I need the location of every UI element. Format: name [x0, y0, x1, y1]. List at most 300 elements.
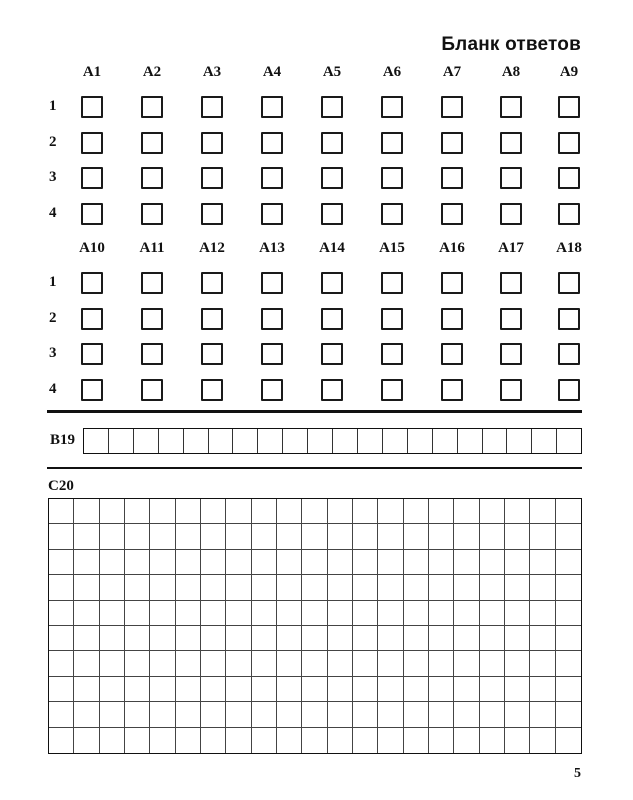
b19-cell[interactable] [258, 429, 283, 453]
b19-cell[interactable] [532, 429, 557, 453]
c20-grid-cell[interactable] [530, 728, 555, 753]
answer-checkbox[interactable] [381, 203, 403, 225]
b19-cell[interactable] [557, 429, 581, 453]
c20-grid-cell[interactable] [201, 550, 226, 575]
b19-cell[interactable] [408, 429, 433, 453]
c20-grid-cell[interactable] [404, 626, 429, 651]
c20-grid-cell[interactable] [556, 651, 581, 676]
answer-checkbox[interactable] [558, 96, 580, 118]
c20-grid-cell[interactable] [302, 626, 327, 651]
answer-checkbox[interactable] [381, 96, 403, 118]
c20-grid-cell[interactable] [252, 702, 277, 727]
c20-grid-cell[interactable] [49, 626, 74, 651]
answer-checkbox[interactable] [441, 203, 463, 225]
answer-checkbox[interactable] [441, 308, 463, 330]
c20-grid-cell[interactable] [353, 677, 378, 702]
c20-grid-cell[interactable] [429, 575, 454, 600]
c20-grid-cell[interactable] [378, 728, 403, 753]
answer-checkbox[interactable] [261, 167, 283, 189]
c20-grid-cell[interactable] [429, 499, 454, 524]
c20-grid-cell[interactable] [150, 575, 175, 600]
c20-grid-cell[interactable] [226, 524, 251, 549]
c20-grid-cell[interactable] [74, 575, 99, 600]
c20-grid-cell[interactable] [201, 601, 226, 626]
c20-grid-cell[interactable] [454, 728, 479, 753]
c20-grid-cell[interactable] [226, 728, 251, 753]
c20-answer-grid[interactable] [48, 498, 582, 754]
c20-grid-cell[interactable] [100, 575, 125, 600]
c20-grid-cell[interactable] [302, 651, 327, 676]
c20-grid-cell[interactable] [378, 601, 403, 626]
answer-checkbox[interactable] [558, 132, 580, 154]
c20-grid-cell[interactable] [226, 651, 251, 676]
c20-grid-cell[interactable] [226, 575, 251, 600]
c20-grid-cell[interactable] [480, 677, 505, 702]
answer-checkbox[interactable] [321, 308, 343, 330]
c20-grid-cell[interactable] [277, 702, 302, 727]
c20-grid-cell[interactable] [125, 677, 150, 702]
c20-grid-cell[interactable] [505, 499, 530, 524]
answer-checkbox[interactable] [500, 308, 522, 330]
c20-grid-cell[interactable] [556, 626, 581, 651]
answer-checkbox[interactable] [261, 308, 283, 330]
c20-grid-cell[interactable] [302, 550, 327, 575]
c20-grid-cell[interactable] [176, 651, 201, 676]
c20-grid-cell[interactable] [505, 728, 530, 753]
c20-grid-cell[interactable] [277, 651, 302, 676]
c20-grid-cell[interactable] [404, 499, 429, 524]
answer-checkbox[interactable] [381, 272, 403, 294]
answer-checkbox[interactable] [321, 96, 343, 118]
c20-grid-cell[interactable] [530, 601, 555, 626]
c20-grid-cell[interactable] [125, 575, 150, 600]
c20-grid-cell[interactable] [404, 702, 429, 727]
c20-grid-cell[interactable] [49, 575, 74, 600]
c20-grid-cell[interactable] [125, 601, 150, 626]
c20-grid-cell[interactable] [530, 702, 555, 727]
c20-grid-cell[interactable] [201, 499, 226, 524]
c20-grid-cell[interactable] [429, 651, 454, 676]
c20-grid-cell[interactable] [353, 575, 378, 600]
c20-grid-cell[interactable] [125, 728, 150, 753]
c20-grid-cell[interactable] [150, 601, 175, 626]
c20-grid-cell[interactable] [328, 575, 353, 600]
c20-grid-cell[interactable] [480, 575, 505, 600]
answer-checkbox[interactable] [141, 308, 163, 330]
c20-grid-cell[interactable] [328, 702, 353, 727]
c20-grid-cell[interactable] [74, 550, 99, 575]
c20-grid-cell[interactable] [176, 550, 201, 575]
answer-checkbox[interactable] [321, 379, 343, 401]
c20-grid-cell[interactable] [556, 728, 581, 753]
c20-grid-cell[interactable] [404, 651, 429, 676]
c20-grid-cell[interactable] [480, 524, 505, 549]
answer-checkbox[interactable] [321, 272, 343, 294]
c20-grid-cell[interactable] [404, 601, 429, 626]
c20-grid-cell[interactable] [454, 550, 479, 575]
c20-grid-cell[interactable] [201, 677, 226, 702]
answer-checkbox[interactable] [261, 272, 283, 294]
c20-grid-cell[interactable] [328, 677, 353, 702]
c20-grid-cell[interactable] [353, 626, 378, 651]
answer-checkbox[interactable] [201, 132, 223, 154]
c20-grid-cell[interactable] [100, 524, 125, 549]
c20-grid-cell[interactable] [353, 728, 378, 753]
c20-grid-cell[interactable] [454, 677, 479, 702]
c20-grid-cell[interactable] [353, 702, 378, 727]
c20-grid-cell[interactable] [252, 524, 277, 549]
answer-checkbox[interactable] [81, 203, 103, 225]
answer-checkbox[interactable] [141, 167, 163, 189]
c20-grid-cell[interactable] [404, 524, 429, 549]
c20-grid-cell[interactable] [150, 499, 175, 524]
answer-checkbox[interactable] [558, 272, 580, 294]
c20-grid-cell[interactable] [49, 728, 74, 753]
c20-grid-cell[interactable] [176, 601, 201, 626]
c20-grid-cell[interactable] [226, 677, 251, 702]
c20-grid-cell[interactable] [74, 651, 99, 676]
c20-grid-cell[interactable] [353, 499, 378, 524]
b19-cell[interactable] [134, 429, 159, 453]
answer-checkbox[interactable] [558, 308, 580, 330]
answer-checkbox[interactable] [500, 167, 522, 189]
c20-grid-cell[interactable] [277, 499, 302, 524]
c20-grid-cell[interactable] [176, 702, 201, 727]
c20-grid-cell[interactable] [125, 499, 150, 524]
c20-grid-cell[interactable] [353, 601, 378, 626]
answer-checkbox[interactable] [81, 343, 103, 365]
c20-grid-cell[interactable] [378, 702, 403, 727]
c20-grid-cell[interactable] [378, 575, 403, 600]
answer-checkbox[interactable] [201, 379, 223, 401]
c20-grid-cell[interactable] [49, 524, 74, 549]
c20-grid-cell[interactable] [150, 677, 175, 702]
c20-grid-cell[interactable] [201, 702, 226, 727]
answer-checkbox[interactable] [381, 308, 403, 330]
c20-grid-cell[interactable] [201, 651, 226, 676]
c20-grid-cell[interactable] [480, 702, 505, 727]
c20-grid-cell[interactable] [378, 550, 403, 575]
c20-grid-cell[interactable] [201, 626, 226, 651]
c20-grid-cell[interactable] [328, 728, 353, 753]
answer-checkbox[interactable] [558, 167, 580, 189]
c20-grid-cell[interactable] [226, 601, 251, 626]
c20-grid-cell[interactable] [277, 626, 302, 651]
answer-checkbox[interactable] [261, 96, 283, 118]
c20-grid-cell[interactable] [252, 575, 277, 600]
c20-grid-cell[interactable] [277, 550, 302, 575]
answer-checkbox[interactable] [81, 132, 103, 154]
c20-grid-cell[interactable] [530, 575, 555, 600]
answer-checkbox[interactable] [261, 132, 283, 154]
answer-checkbox[interactable] [261, 203, 283, 225]
answer-checkbox[interactable] [558, 379, 580, 401]
c20-grid-cell[interactable] [328, 550, 353, 575]
c20-grid-cell[interactable] [530, 626, 555, 651]
b19-cell[interactable] [433, 429, 458, 453]
c20-grid-cell[interactable] [454, 702, 479, 727]
c20-grid-cell[interactable] [505, 524, 530, 549]
answer-checkbox[interactable] [500, 132, 522, 154]
c20-grid-cell[interactable] [49, 601, 74, 626]
c20-grid-cell[interactable] [150, 626, 175, 651]
c20-grid-cell[interactable] [100, 651, 125, 676]
c20-grid-cell[interactable] [353, 651, 378, 676]
c20-grid-cell[interactable] [100, 702, 125, 727]
c20-grid-cell[interactable] [556, 677, 581, 702]
answer-checkbox[interactable] [81, 167, 103, 189]
c20-grid-cell[interactable] [302, 601, 327, 626]
answer-checkbox[interactable] [381, 379, 403, 401]
b19-cell[interactable] [383, 429, 408, 453]
c20-grid-cell[interactable] [530, 550, 555, 575]
answer-checkbox[interactable] [321, 132, 343, 154]
c20-grid-cell[interactable] [252, 677, 277, 702]
b19-cell[interactable] [333, 429, 358, 453]
c20-grid-cell[interactable] [176, 677, 201, 702]
c20-grid-cell[interactable] [49, 677, 74, 702]
c20-grid-cell[interactable] [277, 677, 302, 702]
c20-grid-cell[interactable] [125, 550, 150, 575]
answer-checkbox[interactable] [441, 379, 463, 401]
answer-checkbox[interactable] [500, 272, 522, 294]
c20-grid-cell[interactable] [252, 728, 277, 753]
c20-grid-cell[interactable] [328, 651, 353, 676]
answer-checkbox[interactable] [321, 203, 343, 225]
c20-grid-cell[interactable] [556, 550, 581, 575]
answer-checkbox[interactable] [201, 272, 223, 294]
c20-grid-cell[interactable] [302, 728, 327, 753]
c20-grid-cell[interactable] [454, 626, 479, 651]
answer-checkbox[interactable] [558, 203, 580, 225]
c20-grid-cell[interactable] [404, 550, 429, 575]
c20-grid-cell[interactable] [454, 651, 479, 676]
answer-checkbox[interactable] [441, 272, 463, 294]
c20-grid-cell[interactable] [378, 651, 403, 676]
c20-grid-cell[interactable] [328, 524, 353, 549]
answer-checkbox[interactable] [201, 96, 223, 118]
answer-checkbox[interactable] [201, 343, 223, 365]
b19-cell[interactable] [159, 429, 184, 453]
answer-checkbox[interactable] [201, 203, 223, 225]
c20-grid-cell[interactable] [125, 524, 150, 549]
answer-checkbox[interactable] [381, 132, 403, 154]
c20-grid-cell[interactable] [454, 601, 479, 626]
b19-cell[interactable] [308, 429, 333, 453]
c20-grid-cell[interactable] [74, 601, 99, 626]
c20-grid-cell[interactable] [429, 702, 454, 727]
answer-checkbox[interactable] [141, 272, 163, 294]
c20-grid-cell[interactable] [176, 499, 201, 524]
c20-grid-cell[interactable] [201, 524, 226, 549]
answer-checkbox[interactable] [381, 343, 403, 365]
c20-grid-cell[interactable] [480, 626, 505, 651]
c20-grid-cell[interactable] [328, 499, 353, 524]
b19-answer-field[interactable] [83, 428, 582, 454]
b19-cell[interactable] [283, 429, 308, 453]
answer-checkbox[interactable] [81, 379, 103, 401]
c20-grid-cell[interactable] [252, 550, 277, 575]
answer-checkbox[interactable] [441, 132, 463, 154]
c20-grid-cell[interactable] [201, 728, 226, 753]
c20-grid-cell[interactable] [226, 626, 251, 651]
c20-grid-cell[interactable] [74, 499, 99, 524]
c20-grid-cell[interactable] [505, 677, 530, 702]
c20-grid-cell[interactable] [201, 575, 226, 600]
c20-grid-cell[interactable] [404, 575, 429, 600]
b19-cell[interactable] [458, 429, 483, 453]
b19-cell[interactable] [507, 429, 532, 453]
c20-grid-cell[interactable] [100, 626, 125, 651]
c20-grid-cell[interactable] [100, 499, 125, 524]
c20-grid-cell[interactable] [226, 550, 251, 575]
c20-grid-cell[interactable] [100, 677, 125, 702]
c20-grid-cell[interactable] [100, 601, 125, 626]
c20-grid-cell[interactable] [49, 550, 74, 575]
c20-grid-cell[interactable] [150, 524, 175, 549]
c20-grid-cell[interactable] [302, 524, 327, 549]
c20-grid-cell[interactable] [480, 550, 505, 575]
c20-grid-cell[interactable] [125, 651, 150, 676]
c20-grid-cell[interactable] [150, 728, 175, 753]
answer-checkbox[interactable] [558, 343, 580, 365]
c20-grid-cell[interactable] [302, 677, 327, 702]
answer-checkbox[interactable] [500, 203, 522, 225]
c20-grid-cell[interactable] [277, 524, 302, 549]
c20-grid-cell[interactable] [353, 524, 378, 549]
answer-checkbox[interactable] [81, 308, 103, 330]
c20-grid-cell[interactable] [378, 677, 403, 702]
c20-grid-cell[interactable] [49, 702, 74, 727]
c20-grid-cell[interactable] [429, 601, 454, 626]
b19-cell[interactable] [184, 429, 209, 453]
c20-grid-cell[interactable] [556, 499, 581, 524]
c20-grid-cell[interactable] [302, 499, 327, 524]
c20-grid-cell[interactable] [378, 626, 403, 651]
c20-grid-cell[interactable] [404, 728, 429, 753]
c20-grid-cell[interactable] [505, 550, 530, 575]
c20-grid-cell[interactable] [429, 524, 454, 549]
c20-grid-cell[interactable] [328, 626, 353, 651]
c20-grid-cell[interactable] [176, 524, 201, 549]
c20-grid-cell[interactable] [226, 499, 251, 524]
b19-cell[interactable] [358, 429, 383, 453]
c20-grid-cell[interactable] [74, 728, 99, 753]
c20-grid-cell[interactable] [429, 728, 454, 753]
c20-grid-cell[interactable] [100, 550, 125, 575]
answer-checkbox[interactable] [141, 203, 163, 225]
c20-grid-cell[interactable] [454, 499, 479, 524]
c20-grid-cell[interactable] [429, 550, 454, 575]
c20-grid-cell[interactable] [176, 575, 201, 600]
c20-grid-cell[interactable] [480, 601, 505, 626]
answer-checkbox[interactable] [141, 379, 163, 401]
answer-checkbox[interactable] [441, 96, 463, 118]
answer-checkbox[interactable] [81, 272, 103, 294]
c20-grid-cell[interactable] [556, 524, 581, 549]
c20-grid-cell[interactable] [252, 601, 277, 626]
answer-checkbox[interactable] [441, 343, 463, 365]
c20-grid-cell[interactable] [429, 677, 454, 702]
answer-checkbox[interactable] [201, 167, 223, 189]
c20-grid-cell[interactable] [49, 651, 74, 676]
c20-grid-cell[interactable] [252, 626, 277, 651]
c20-grid-cell[interactable] [429, 626, 454, 651]
c20-grid-cell[interactable] [505, 575, 530, 600]
c20-grid-cell[interactable] [277, 575, 302, 600]
answer-checkbox[interactable] [261, 343, 283, 365]
answer-checkbox[interactable] [81, 96, 103, 118]
c20-grid-cell[interactable] [505, 601, 530, 626]
answer-checkbox[interactable] [321, 343, 343, 365]
c20-grid-cell[interactable] [530, 677, 555, 702]
c20-grid-cell[interactable] [530, 524, 555, 549]
answer-checkbox[interactable] [441, 167, 463, 189]
c20-grid-cell[interactable] [404, 677, 429, 702]
answer-checkbox[interactable] [500, 379, 522, 401]
c20-grid-cell[interactable] [150, 702, 175, 727]
c20-grid-cell[interactable] [454, 575, 479, 600]
c20-grid-cell[interactable] [505, 702, 530, 727]
c20-grid-cell[interactable] [74, 626, 99, 651]
b19-cell[interactable] [483, 429, 508, 453]
c20-grid-cell[interactable] [74, 677, 99, 702]
c20-grid-cell[interactable] [176, 626, 201, 651]
answer-checkbox[interactable] [261, 379, 283, 401]
c20-grid-cell[interactable] [480, 728, 505, 753]
c20-grid-cell[interactable] [556, 601, 581, 626]
c20-grid-cell[interactable] [226, 702, 251, 727]
c20-grid-cell[interactable] [556, 575, 581, 600]
c20-grid-cell[interactable] [302, 575, 327, 600]
answer-checkbox[interactable] [500, 96, 522, 118]
c20-grid-cell[interactable] [378, 499, 403, 524]
c20-grid-cell[interactable] [302, 702, 327, 727]
c20-grid-cell[interactable] [176, 728, 201, 753]
answer-checkbox[interactable] [141, 343, 163, 365]
c20-grid-cell[interactable] [150, 651, 175, 676]
c20-grid-cell[interactable] [125, 702, 150, 727]
c20-grid-cell[interactable] [454, 524, 479, 549]
c20-grid-cell[interactable] [480, 499, 505, 524]
c20-grid-cell[interactable] [252, 651, 277, 676]
c20-grid-cell[interactable] [505, 626, 530, 651]
answer-checkbox[interactable] [500, 343, 522, 365]
b19-cell[interactable] [109, 429, 134, 453]
c20-grid-cell[interactable] [277, 728, 302, 753]
answer-checkbox[interactable] [201, 308, 223, 330]
c20-grid-cell[interactable] [530, 499, 555, 524]
c20-grid-cell[interactable] [480, 651, 505, 676]
c20-grid-cell[interactable] [556, 702, 581, 727]
b19-cell[interactable] [209, 429, 234, 453]
c20-grid-cell[interactable] [49, 499, 74, 524]
c20-grid-cell[interactable] [150, 550, 175, 575]
c20-grid-cell[interactable] [74, 524, 99, 549]
c20-grid-cell[interactable] [277, 601, 302, 626]
answer-checkbox[interactable] [141, 96, 163, 118]
c20-grid-cell[interactable] [530, 651, 555, 676]
c20-grid-cell[interactable] [353, 550, 378, 575]
c20-grid-cell[interactable] [125, 626, 150, 651]
c20-grid-cell[interactable] [100, 728, 125, 753]
c20-grid-cell[interactable] [252, 499, 277, 524]
c20-grid-cell[interactable] [74, 702, 99, 727]
answer-checkbox[interactable] [381, 167, 403, 189]
answer-checkbox[interactable] [321, 167, 343, 189]
c20-grid-cell[interactable] [378, 524, 403, 549]
b19-cell[interactable] [233, 429, 258, 453]
